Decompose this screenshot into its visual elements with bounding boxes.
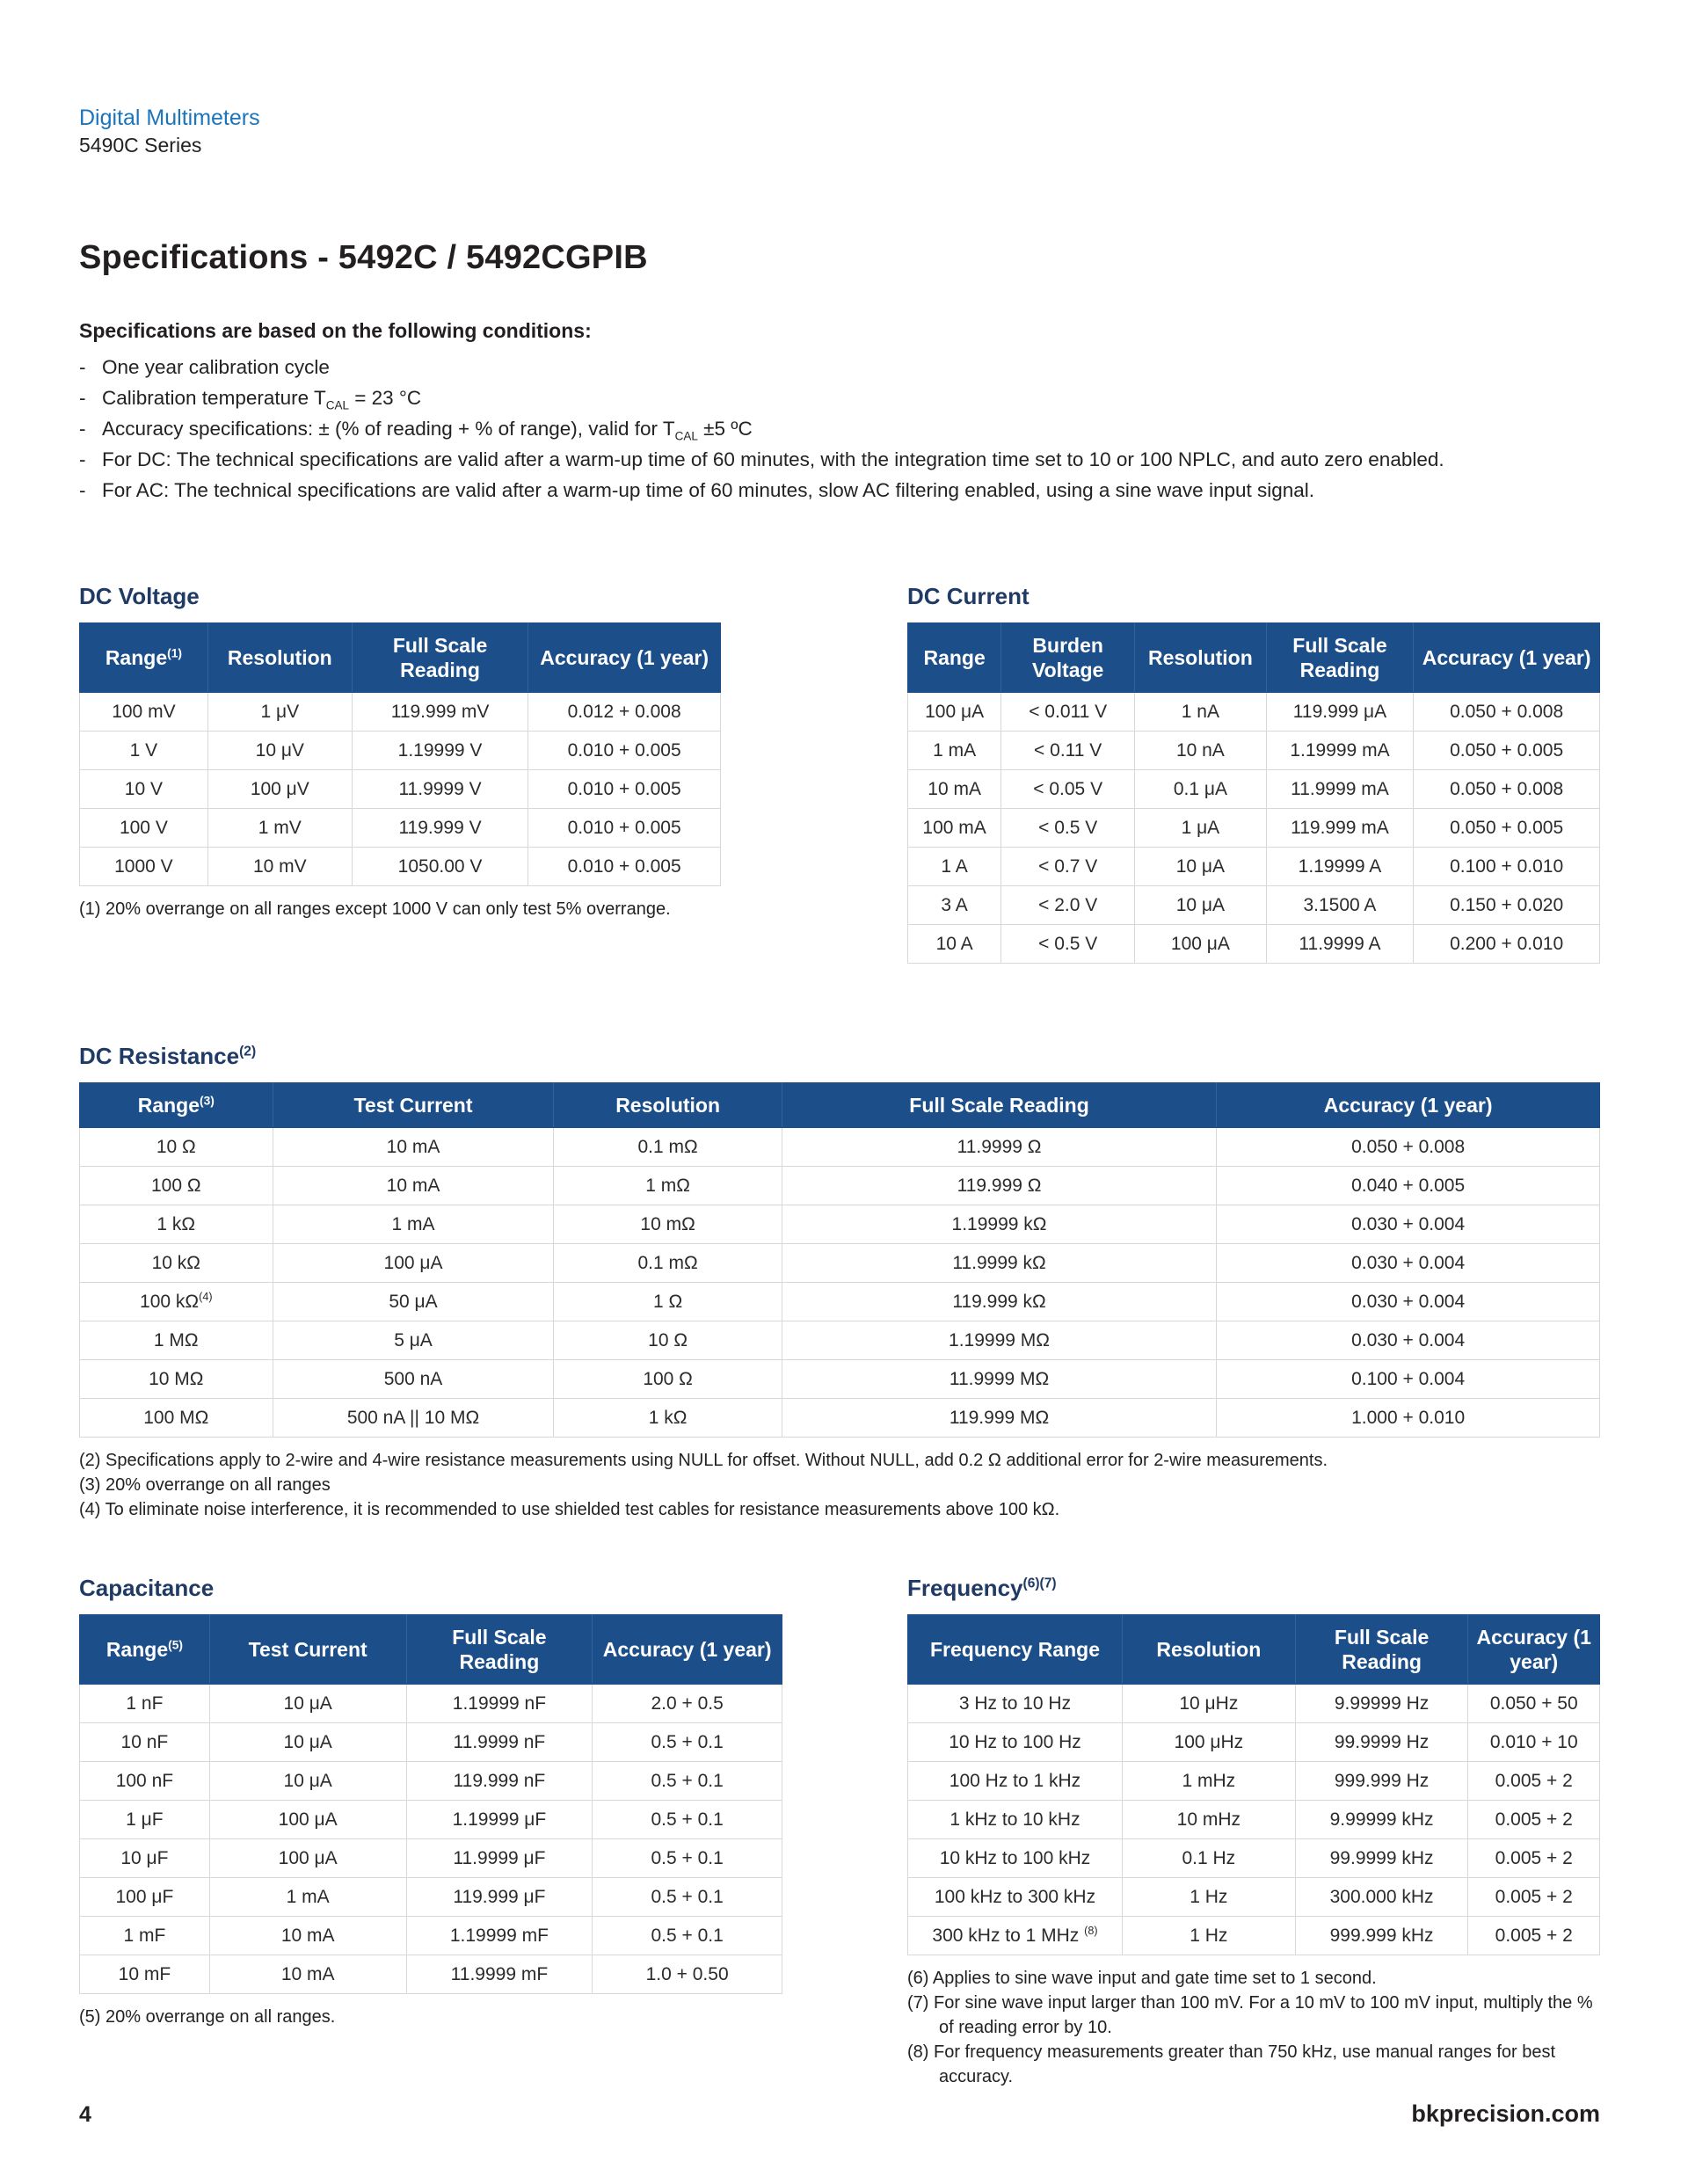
footnote: (6) Applies to sine wave input and gate time set to 1 second. (907, 1969, 1377, 1988)
dc-resistance-section (79, 1043, 1600, 1522)
column-header: Accuracy (1 year) (1414, 623, 1600, 693)
table-cell: 0.030 + 0.004 (1217, 1244, 1600, 1283)
table-cell: 0.005 + 2 (1468, 1762, 1600, 1801)
table-cell: 10 mF (80, 1955, 210, 1994)
table-cell: 100 nF (80, 1762, 210, 1801)
upper-two-column-area (79, 583, 1600, 964)
table-cell: 0.005 + 2 (1468, 1801, 1600, 1839)
frequency-section (907, 1575, 1600, 2089)
condition-text: For DC: The technical specifications are valid after a warm-up time of 60 minutes, with the integration time set to 10 or 100 NPLC, and auto zero enabled. (102, 448, 1444, 470)
table-cell: 11.9999 mA (1266, 770, 1414, 809)
table-row (80, 1321, 1600, 1360)
table-cell: 100 mV (80, 693, 208, 732)
table-cell: 1.19999 A (1266, 848, 1414, 886)
table-cell: 100 μF (80, 1878, 210, 1917)
table-cell: < 0.011 V (1001, 693, 1135, 732)
table-cell: 100 Ω (80, 1167, 273, 1205)
capacitance-section (79, 1575, 782, 2029)
table-cell: 300.000 kHz (1295, 1878, 1468, 1917)
table-row (80, 770, 721, 809)
column-header: Full Scale Reading (1295, 1615, 1468, 1685)
table-cell: 10 nF (80, 1723, 210, 1762)
table-cell: 0.030 + 0.004 (1217, 1205, 1600, 1244)
table-cell: 100 μA (1135, 925, 1267, 964)
table-cell: 5 μA (273, 1321, 554, 1360)
table-cell: < 2.0 V (1001, 886, 1135, 925)
header-row (908, 1615, 1600, 1685)
table-cell: 100 mA (908, 809, 1001, 848)
conditions-intro: Specifications are based on the following conditions: (79, 319, 592, 342)
table-cell: 11.9999 mF (406, 1955, 593, 1994)
table-cell: 119.999 Ω (782, 1167, 1216, 1205)
table-cell: 10 μA (1135, 848, 1267, 886)
dc-voltage-footnotes (79, 897, 721, 921)
table-row (908, 886, 1600, 925)
table-cell: 10 μF (80, 1839, 210, 1878)
table-row (908, 848, 1600, 886)
table-cell: 0.050 + 0.005 (1414, 809, 1600, 848)
table-cell: 9.99999 Hz (1295, 1685, 1468, 1723)
table-cell: 0.050 + 0.005 (1414, 732, 1600, 770)
table-row (80, 1801, 782, 1839)
column-header: Full Scale Reading (406, 1615, 593, 1685)
dc-resistance-footnotes (79, 1448, 1600, 1522)
table-cell: 11.9999 kΩ (782, 1244, 1216, 1283)
footnote: (1) 20% overrange on all ranges except 1000 V can only test 5% overrange. (79, 899, 671, 919)
table-cell: 0.100 + 0.004 (1217, 1360, 1600, 1399)
table-row (80, 1399, 1600, 1438)
table-cell: 10 μA (209, 1762, 406, 1801)
table-cell: 1 mHz (1122, 1762, 1295, 1801)
table-cell: 0.010 + 0.005 (528, 809, 721, 848)
table-cell: 0.5 + 0.1 (593, 1801, 782, 1839)
table-row (80, 1723, 782, 1762)
column-header: Range$^{(1)}$ (80, 623, 208, 693)
dc-current-section (907, 583, 1600, 964)
table-cell: 1 μA (1135, 809, 1267, 848)
table-cell: 11.9999 V (352, 770, 528, 809)
table-cell: 0.030 + 0.004 (1217, 1283, 1600, 1321)
table-cell: < 0.11 V (1001, 732, 1135, 770)
table-row (908, 925, 1600, 964)
table-cell: 119.999 μF (406, 1878, 593, 1917)
table-cell: 10 mA (908, 770, 1001, 809)
table-cell: 0.050 + 50 (1468, 1685, 1600, 1723)
footnote: (2) Specifications apply to 2-wire and 4-wire resistance measurements using NULL for offset. Without NULL, add 0.2 Ω additional error for 2-wire measurements. (79, 1451, 1328, 1470)
table-row (908, 693, 1600, 732)
column-header: Accuracy (1 year) (528, 623, 721, 693)
column-header: Full Scale Reading (1266, 623, 1414, 693)
table-cell: 300 kHz to 1 MHz $^{(8)}$ (908, 1917, 1123, 1955)
column-header: Resolution (1135, 623, 1267, 693)
table-cell: 1 mA (908, 732, 1001, 770)
table-cell: 1 mΩ (554, 1167, 782, 1205)
table-cell: 1 nA (1135, 693, 1267, 732)
dc-resistance-heading: DC Resistance$^{(2)}$ (79, 1043, 257, 1069)
table-cell: 100 $k\Omega^{(4)}$ (80, 1283, 273, 1321)
column-header: Range$^{(3)}$ (80, 1083, 273, 1128)
table-row (908, 809, 1600, 848)
table-cell: 1.000 + 0.010 (1217, 1399, 1600, 1438)
table-row (908, 770, 1600, 809)
table-cell: 1 MΩ (80, 1321, 273, 1360)
page-header (79, 104, 1600, 158)
table-row (908, 1878, 1600, 1917)
table-cell: 100 μA (908, 693, 1001, 732)
footnote: (7) For sine wave input larger than 100 mV. For a 10 mV to 100 mV input, multiply the % of reading error by 10. (907, 1993, 1593, 2037)
condition-item (79, 413, 1600, 444)
table-cell: 10 mA (209, 1917, 406, 1955)
table-row (80, 1917, 782, 1955)
table-cell: 1.19999 mA (1266, 732, 1414, 770)
table-cell: 100 μA (273, 1244, 554, 1283)
table-row (80, 1360, 1600, 1399)
table-cell: 0.010 + 0.005 (528, 848, 721, 886)
table-cell: < 0.5 V (1001, 809, 1135, 848)
table-row (908, 1839, 1600, 1878)
table-cell: 1.0 + 0.50 (593, 1955, 782, 1994)
table-cell: 0.005 + 2 (1468, 1878, 1600, 1917)
table-cell: 1 nF (80, 1685, 210, 1723)
table-cell: 1 A (908, 848, 1001, 886)
table-cell: 0.5 + 0.1 (593, 1917, 782, 1955)
conditions-block (79, 277, 1600, 506)
table-cell: 500 nA (273, 1360, 554, 1399)
table-row (80, 1685, 782, 1723)
table-cell: 119.999 μA (1266, 693, 1414, 732)
column-header: Full Scale Reading (782, 1083, 1216, 1128)
table-cell: 100 μA (209, 1839, 406, 1878)
table-cell: 11.9999 μF (406, 1839, 593, 1878)
table-cell: 119.999 V (352, 809, 528, 848)
table-cell: 1 μF (80, 1801, 210, 1839)
table-cell: 10 Ω (80, 1128, 273, 1167)
table-cell: 1 V (80, 732, 208, 770)
table-cell: 10 μHz (1122, 1685, 1295, 1723)
table-cell: 0.100 + 0.010 (1414, 848, 1600, 886)
footnote: (3) 20% overrange on all ranges (79, 1475, 331, 1495)
page-footer (79, 2100, 1600, 2128)
table-cell: 1.19999 kΩ (782, 1205, 1216, 1244)
table-row (80, 1128, 1600, 1167)
table-cell: 1050.00 V (352, 848, 528, 886)
table-cell: 0.030 + 0.004 (1217, 1321, 1600, 1360)
condition-item (79, 444, 1600, 475)
table-cell: 100 kHz to 300 kHz (908, 1878, 1123, 1917)
dc-voltage-heading: DC Voltage (79, 583, 200, 609)
table-cell: 99.9999 Hz (1295, 1723, 1468, 1762)
table-cell: 10 Ω (554, 1321, 782, 1360)
product-category: Digital Multimeters (79, 106, 260, 130)
table-cell: 100 μHz (1122, 1723, 1295, 1762)
table-cell: 1 Ω (554, 1283, 782, 1321)
column-header: Frequency Range (908, 1615, 1123, 1685)
bullet-dash: - (79, 448, 86, 470)
table-cell: 119.999 nF (406, 1762, 593, 1801)
table-row (908, 1723, 1600, 1762)
table-row (80, 1244, 1600, 1283)
table-cell: 11.9999 Ω (782, 1128, 1216, 1167)
table-cell: 0.5 + 0.1 (593, 1878, 782, 1917)
table-cell: 11.9999 nF (406, 1723, 593, 1762)
table-row (80, 1205, 1600, 1244)
lower-two-column-area (79, 1575, 1600, 2089)
table-cell: 119.999 mA (1266, 809, 1414, 848)
footnote: (5) 20% overrange on all ranges. (79, 2007, 336, 2027)
page-number: 4 (79, 2102, 91, 2127)
table-row (80, 732, 721, 770)
table-row (80, 693, 721, 732)
table-row (908, 1762, 1600, 1801)
table-cell: 1000 V (80, 848, 208, 886)
table-cell: 1 kΩ (554, 1399, 782, 1438)
table-row (80, 1878, 782, 1917)
dc-voltage-table (79, 622, 721, 886)
table-cell: 1.19999 mF (406, 1917, 593, 1955)
frequency-table (907, 1614, 1600, 1955)
table-row (80, 848, 721, 886)
table-cell: 2.0 + 0.5 (593, 1685, 782, 1723)
table-cell: 0.040 + 0.005 (1217, 1167, 1600, 1205)
website-text: bkprecision.com (1411, 2100, 1600, 2127)
table-cell: 99.9999 kHz (1295, 1839, 1468, 1878)
table-cell: 1 mF (80, 1917, 210, 1955)
table-cell: 0.010 + 0.005 (528, 732, 721, 770)
column-header: Test Current (273, 1083, 554, 1128)
page-title: Specifications - 5492C / 5492CGPIB (79, 239, 648, 276)
table-cell: 100 MΩ (80, 1399, 273, 1438)
table-cell: 0.005 + 2 (1468, 1839, 1600, 1878)
product-series: 5490C Series (79, 134, 202, 157)
table-cell: 119.999 mV (352, 693, 528, 732)
column-header: Resolution (554, 1083, 782, 1128)
table-cell: < 0.5 V (1001, 925, 1135, 964)
table-cell: 0.1 Hz (1122, 1839, 1295, 1878)
table-cell: 1.19999 nF (406, 1685, 593, 1723)
dc-current-heading: DC Current (907, 583, 1030, 609)
table-row (80, 1283, 1600, 1321)
table-cell: 100 Ω (554, 1360, 782, 1399)
table-cell: 0.5 + 0.1 (593, 1723, 782, 1762)
dc-current-table (907, 622, 1600, 964)
table-cell: 10 mA (209, 1955, 406, 1994)
table-cell: 10 mA (273, 1128, 554, 1167)
table-cell: 1 kΩ (80, 1205, 273, 1244)
table-row (80, 1955, 782, 1994)
table-cell: 0.050 + 0.008 (1414, 770, 1600, 809)
table-cell: 10 kHz to 100 kHz (908, 1839, 1123, 1878)
table-cell: 0.010 + 0.005 (528, 770, 721, 809)
column-header: Test Current (209, 1615, 406, 1685)
condition-item (79, 352, 1600, 382)
table-cell: 100 Hz to 1 kHz (908, 1762, 1123, 1801)
table-cell: < 0.7 V (1001, 848, 1135, 886)
frequency-footnotes (907, 1966, 1600, 2089)
table-row (908, 1685, 1600, 1723)
table-cell: 10 Hz to 100 Hz (908, 1723, 1123, 1762)
header-row (80, 1083, 1600, 1128)
table-cell: 0.5 + 0.1 (593, 1839, 782, 1878)
column-header: Accuracy (1 year) (593, 1615, 782, 1685)
table-cell: 10 MΩ (80, 1360, 273, 1399)
table-cell: 0.1 μA (1135, 770, 1267, 809)
column-header: Accuracy (1 year) (1217, 1083, 1600, 1128)
column-header: Range (908, 623, 1001, 693)
column-header: Resolution (207, 623, 352, 693)
table-cell: 0.200 + 0.010 (1414, 925, 1600, 964)
table-cell: 1.19999 μF (406, 1801, 593, 1839)
dc-resistance-table (79, 1082, 1600, 1438)
table-cell: 119.999 MΩ (782, 1399, 1216, 1438)
table-cell: 11.9999 MΩ (782, 1360, 1216, 1399)
table-cell: 1 mA (273, 1205, 554, 1244)
table-cell: 10 μA (209, 1723, 406, 1762)
capacitance-table (79, 1614, 782, 1994)
condition-text: For AC: The technical specifications are valid after a warm-up time of 60 minutes, slow AC filtering enabled, using a sine wave input signal. (102, 479, 1315, 501)
table-cell: 9.99999 kHz (1295, 1801, 1468, 1839)
table-cell: 1 mV (207, 809, 352, 848)
capacitance-footnotes (79, 2005, 782, 2029)
table-cell: 1 Hz (1122, 1917, 1295, 1955)
table-row (80, 1762, 782, 1801)
table-cell: 1.19999 V (352, 732, 528, 770)
table-cell: 10 mHz (1122, 1801, 1295, 1839)
conditions-list (79, 352, 1600, 506)
table-cell: 0.050 + 0.008 (1414, 693, 1600, 732)
table-cell: 10 μA (1135, 886, 1267, 925)
table-cell: 119.999 kΩ (782, 1283, 1216, 1321)
table-cell: 1 kHz to 10 kHz (908, 1801, 1123, 1839)
header-row (908, 623, 1600, 693)
table-row (908, 1917, 1600, 1955)
column-header: Burden Voltage (1001, 623, 1135, 693)
table-cell: 999.999 kHz (1295, 1917, 1468, 1955)
condition-item (79, 382, 1600, 413)
condition-item (79, 475, 1600, 506)
table-cell: 0.1 mΩ (554, 1244, 782, 1283)
table-cell: < 0.05 V (1001, 770, 1135, 809)
frequency-heading: Frequency$^{(6)(7)}$ (907, 1575, 1057, 1601)
table-cell: 10 μV (207, 732, 352, 770)
condition-text: Accuracy specifications: ± (% of reading + % of range), valid for $T_{CAL} \pm 5$ ºC (102, 418, 753, 443)
bullet-dash: - (79, 418, 86, 440)
table-cell: 10 kΩ (80, 1244, 273, 1283)
column-header: Resolution (1122, 1615, 1295, 1685)
table-cell: 100 V (80, 809, 208, 848)
table-cell: 10 μA (209, 1685, 406, 1723)
column-header: Full Scale Reading (352, 623, 528, 693)
table-cell: 500 nA || 10 MΩ (273, 1399, 554, 1438)
table-cell: 10 mΩ (554, 1205, 782, 1244)
condition-text: Calibration temperature $T_{CAL} = 23$ °C (102, 387, 422, 412)
table-cell: 0.050 + 0.008 (1217, 1128, 1600, 1167)
table-cell: 0.012 + 0.008 (528, 693, 721, 732)
table-cell: 100 μV (207, 770, 352, 809)
table-cell: 999.999 Hz (1295, 1762, 1468, 1801)
table-cell: 1 Hz (1122, 1878, 1295, 1917)
table-cell: 10 nA (1135, 732, 1267, 770)
table-cell: 0.5 + 0.1 (593, 1762, 782, 1801)
footnote: (8) For frequency measurements greater than 750 kHz, use manual ranges for best accuracy. (907, 2042, 1556, 2086)
table-cell: 0.150 + 0.020 (1414, 886, 1600, 925)
table-cell: 10 mV (207, 848, 352, 886)
bullet-dash: - (79, 479, 86, 501)
table-cell: 10 V (80, 770, 208, 809)
header-row (80, 623, 721, 693)
table-cell: 10 mA (273, 1167, 554, 1205)
condition-text: One year calibration cycle (102, 356, 330, 378)
table-cell: 0.005 + 2 (1468, 1917, 1600, 1955)
bullet-dash: - (79, 356, 86, 378)
dc-voltage-section (79, 583, 721, 921)
table-cell: 10 A (908, 925, 1001, 964)
table-cell: 1 mA (209, 1878, 406, 1917)
table-cell: 100 μA (209, 1801, 406, 1839)
table-cell: 1 μV (207, 693, 352, 732)
table-cell: 50 μA (273, 1283, 554, 1321)
table-cell: 11.9999 A (1266, 925, 1414, 964)
table-row (908, 1801, 1600, 1839)
table-row (80, 1839, 782, 1878)
bullet-dash: - (79, 387, 86, 409)
table-row (80, 809, 721, 848)
table-cell: 3 Hz to 10 Hz (908, 1685, 1123, 1723)
table-cell: 0.010 + 10 (1468, 1723, 1600, 1762)
table-cell: 3 A (908, 886, 1001, 925)
footnote: (4) To eliminate noise interference, it is recommended to use shielded test cables for resistance measurements above 100 kΩ. (79, 1500, 1060, 1519)
table-cell: 1.19999 MΩ (782, 1321, 1216, 1360)
header-row (80, 1615, 782, 1685)
table-cell: 0.1 mΩ (554, 1128, 782, 1167)
table-cell: 3.1500 A (1266, 886, 1414, 925)
capacitance-heading: Capacitance (79, 1575, 215, 1601)
table-row (908, 732, 1600, 770)
column-header: Accuracy (1 year) (1468, 1615, 1600, 1685)
column-header: Range$^{(5)}$ (80, 1615, 210, 1685)
table-row (80, 1167, 1600, 1205)
